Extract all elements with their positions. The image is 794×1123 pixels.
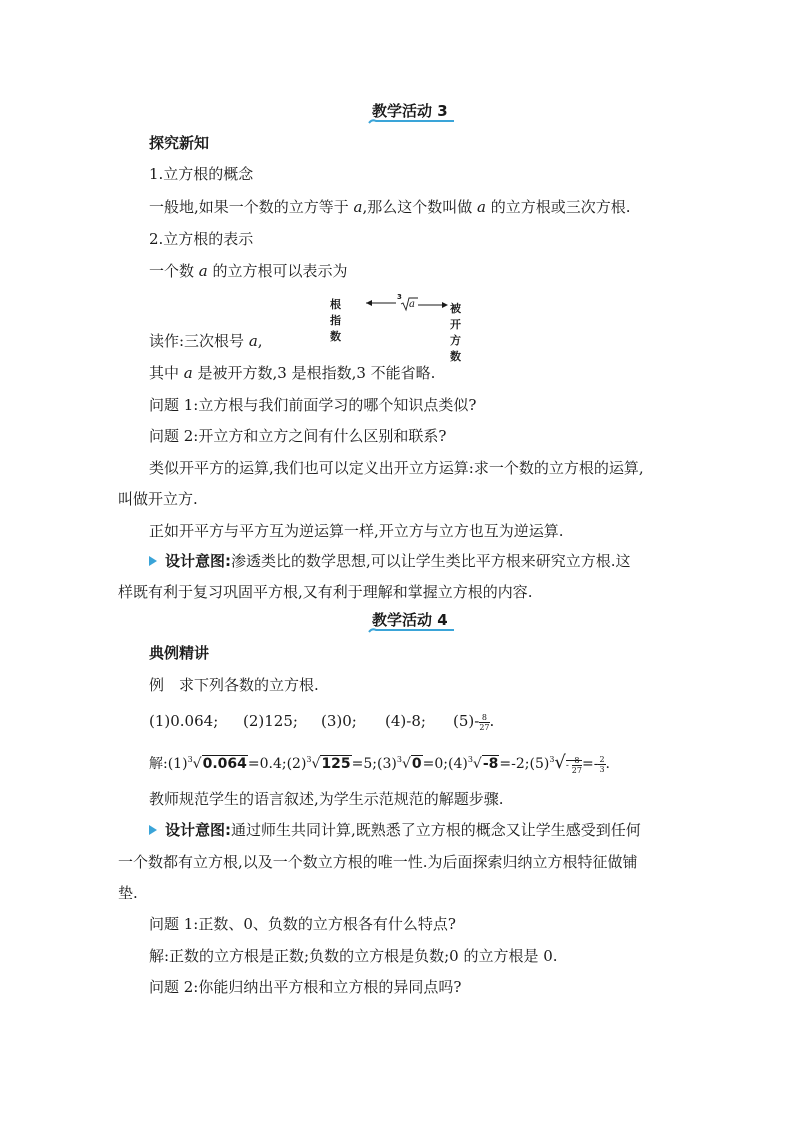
section-title-examples: 典例精讲 xyxy=(149,644,210,662)
design-intent-3-line-2: 样既有利于复习巩固平方根,又有利于理解和掌握立方根的内容. xyxy=(118,583,533,601)
paragraph-1-line-2: 叫做开立方. xyxy=(118,490,198,508)
question-2: 问题 2:开立方和立方之间有什么区别和联系? xyxy=(149,427,447,445)
problem-4: (4)-8; xyxy=(385,712,426,730)
question-4-1: 问题 1:正数、0、负数的立方根各有什么特点? xyxy=(149,915,456,933)
reading-line: 读作:三次根号 a, xyxy=(149,332,263,350)
paragraph-2: 正如开平方与平方互为逆运算一样,开立方与立方也互为逆运算. xyxy=(149,522,564,540)
item-1-title: 1.立方根的概念 xyxy=(149,165,254,183)
answer-4-1: 解:正数的立方根是正数;负数的立方根是负数;0 的立方根是 0. xyxy=(149,947,558,965)
note-line: 其中 a 是被开方数,3 是根指数,3 不能省略. xyxy=(149,364,436,382)
problem-5: (5)- $\frac{8}{27}$ . xyxy=(453,712,495,732)
heading-underline-4 xyxy=(368,627,456,635)
design-intent-4-line-1: 设计意图:通过师生共同计算,既熟悉了立方根的概念又让学生感受到任何 xyxy=(149,820,641,840)
root-index-label: 根指数 xyxy=(330,298,341,343)
triangle-marker-icon xyxy=(149,825,157,835)
diagram-arrows xyxy=(330,294,500,314)
diagram-radicand: a xyxy=(409,299,415,310)
section-title-explore: 探究新知 xyxy=(149,134,210,152)
design-intent-4-line-2: 一个数都有立方根,以及一个数立方根的唯一性.为后面探索归纳立方根特征做铺 xyxy=(118,853,638,871)
triangle-marker-icon xyxy=(149,556,157,566)
paragraph-1-line-1: 类似开平方的运算,我们也可以定义出开立方运算:求一个数的立方根的运算, xyxy=(149,459,644,477)
item-2-title: 2.立方根的表示 xyxy=(149,230,254,248)
teacher-note: 教师规范学生的语言叙述,为学生示范规范的解题步骤. xyxy=(149,790,504,808)
problem-3: (3)0; xyxy=(321,712,357,730)
representation-line: 一个数 a 的立方根可以表示为 xyxy=(149,262,348,280)
radicand-label: 被开方数 xyxy=(450,302,461,363)
design-intent-4-line-3: 垫. xyxy=(118,884,138,902)
definition-line: 一般地,如果一个数的立方等于 a,那么这个数叫做 a 的立方根或三次方根. xyxy=(149,198,631,216)
activity-3-heading: 教学活动 3 xyxy=(372,102,448,120)
example-prompt: 例 求下列各数的立方根. xyxy=(149,676,319,694)
solution-line: 解$:(1)^3√0.064=0.4;(2)^3√125=5;(3)^3√0=0;(4)^3√-8=-2;(5)^3√-$ $\frac{8}{27}$ =- $\frac{2}{3}$ . xyxy=(149,752,610,775)
problem-1: (1)0.064; xyxy=(149,712,219,730)
activity-4-heading: 教学活动 4 xyxy=(372,611,448,629)
diagram-root-index: 3 xyxy=(397,293,402,301)
heading-underline-3 xyxy=(368,118,456,126)
question-4-2: 问题 2:你能归纳出平方根和立方根的异同点吗? xyxy=(149,978,462,996)
question-1: 问题 1:立方根与我们前面学习的哪个知识点类似? xyxy=(149,396,477,414)
problem-2: (2)125; xyxy=(243,712,298,730)
design-intent-3-line-1: 设计意图:渗透类比的数学思想,可以让学生类比平方根来研究立方根.这 xyxy=(149,551,631,571)
